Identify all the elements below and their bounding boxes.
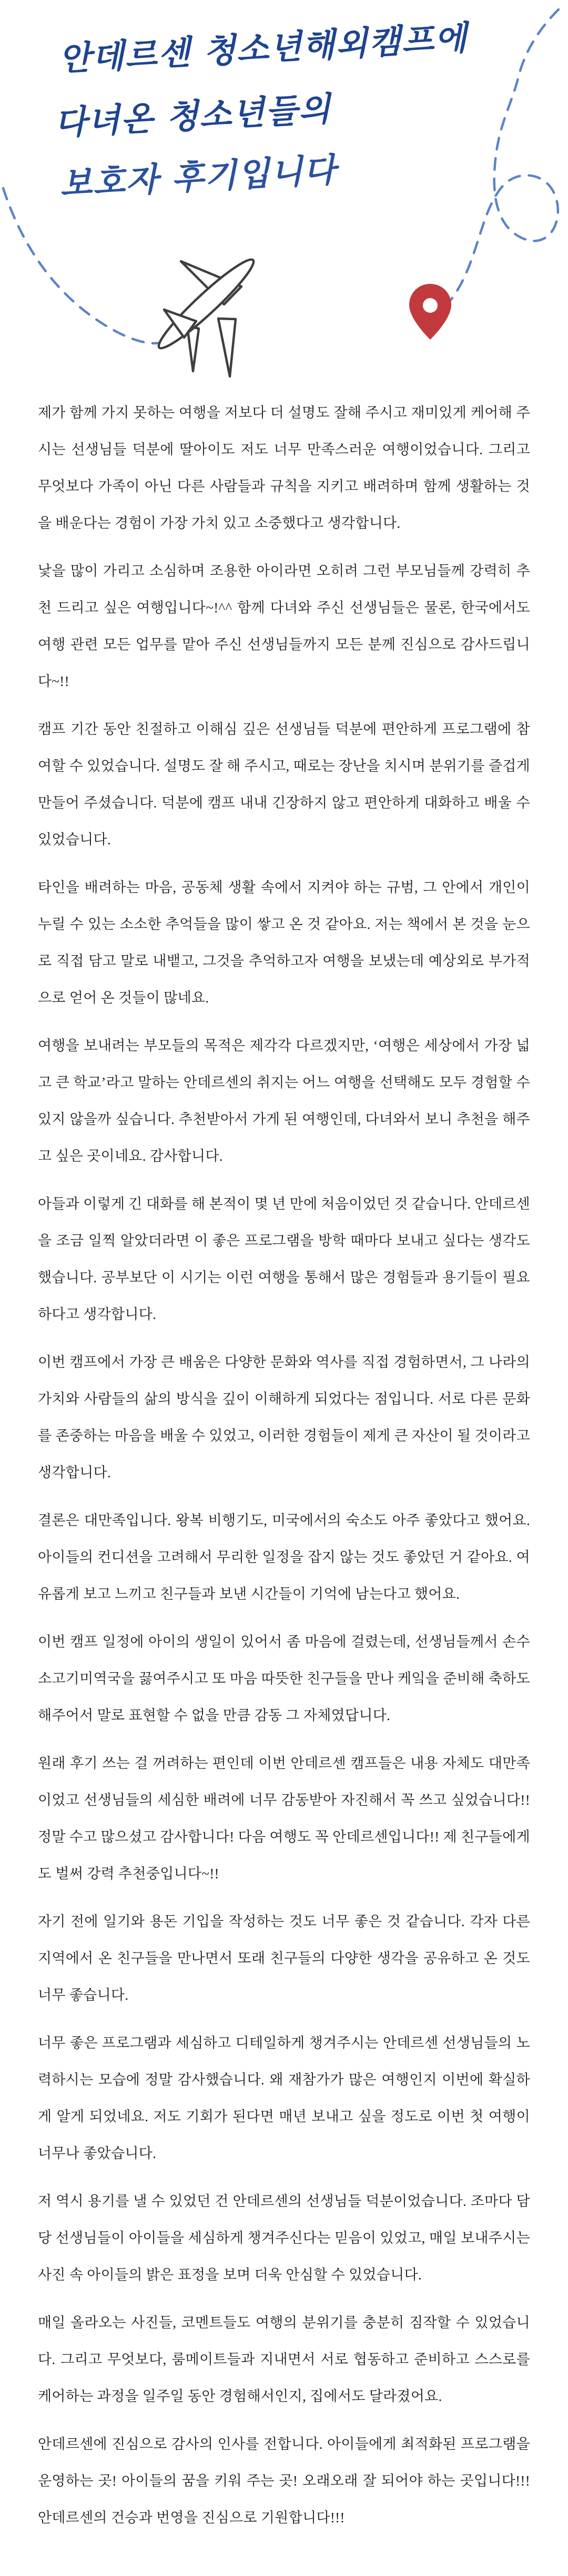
review-paragraph: 원래 후기 쓰는 걸 꺼려하는 편인데 이번 안데르센 캠프들은 내용 자체도 대만족이었고 선생님들의 세심한 배려에 너무 감동받아 자진해서 꼭 쓰고 싶었습니다!! 정말 수고 많으셨고 감사합니다! 다음 여행도 꼭 안데르센입니다!! 제 친구들에게도 벌써 강력 추천중입니다~!! [38, 1755, 530, 1882]
location-pin-icon [409, 284, 451, 340]
review-paragraph: 타인을 배려하는 마음, 공동체 생활 속에서 지켜야 하는 규범, 그 안에서 개인이 누릴 수 있는 소소한 추억들을 많이 쌓고 온 것 같아요. 저는 책에서 본 것을 눈으로 직접 담고 말로 내뱉고, 그것을 추억하고자 여행을 보냈는데 예상외로 부가적으로 얻어 온 것들이 많네요. [38, 880, 530, 1006]
review-paragraph: 매일 올라오는 사진들, 코멘트들도 여행의 분위기를 충분히 짐작할 수 있었습니다. 그리고 무엇보다, 룸메이트들과 지내면서 서로 협동하고 준비하고 스스로를 케어하는 과정을 일주일 동안 경험해서인지, 집에서도 달라졌어요. [38, 2315, 530, 2404]
page-title-line-3: 보호자 후기입니다 [58, 150, 338, 204]
review-paragraph: 자기 전에 일기와 용돈 기입을 작성하는 것도 너무 좋은 것 같습니다. 각자 다른 지역에서 온 친구들을 만나면서 또래 친구들의 다양한 생각을 공유하고 온 것도 너무 좋습니다. [38, 1914, 530, 2003]
review-paragraph: 캠프 기간 동안 친절하고 이해심 깊은 선생님들 덕분에 편안하게 프로그램에 참여할 수 있었습니다. 설명도 잘 해 주시고, 때로는 장난을 치시며 분위기를 즐겁게 만들어 주셨습니다. 덕분에 캠프 내내 긴장하지 않고 편안하게 대화하고 배울 수 있었습니다. [38, 721, 530, 847]
review-paragraph: 제가 함께 가지 못하는 여행을 저보다 더 설명도 잘해 주시고 재미있게 케어해 주시는 선생님들 덕분에 딸아이도 저도 너무 만족스러운 여행이었습니다. 그리고 무엇보다 가족이 아닌 다른 사람들과 규칙을 지키고 배려하며 함께 생활하는 것을 배운다는 경험이 가장 가치 있고 소중했다고 생각합니다. [38, 405, 530, 531]
page-title-line-1: 안데르센 청소년해외캠프에 [57, 18, 469, 79]
airplane-icon [153, 253, 260, 376]
review-paragraph: 저 역시 용기를 낼 수 있었던 건 안데르센의 선생님들 덕분이었습니다. 조마다 담당 선생님들이 아이들을 세심하게 챙겨주신다는 믿음이 있었고, 매일 보내주시는 사진 속 아이들의 밝은 표정을 보며 더욱 안심할 수 있었습니다. [38, 2193, 530, 2283]
review-paragraph: 안데르센에 진심으로 감사의 인사를 전합니다. 아이들에게 최적화된 프로그램을 운영하는 곳! 아이들의 꿈을 키워 주는 곳! 오래오래 잘 되어야 하는 곳입니다!!! 안데르센의 건승과 번영을 진심으로 기원합니다!!! [38, 2436, 530, 2526]
flight-path-left-icon [3, 188, 168, 343]
review-paragraph: 결론은 대만족입니다. 왕복 비행기도, 미국에서의 숙소도 아주 좋았다고 했어요. 아이들의 컨디션을 고려해서 무리한 일정을 잡지 않는 것도 좋았던 거 같아요. 여유롭게 보고 느끼고 친구들과 보낸 시간들이 기억에 남는다고 했어요. [38, 1512, 530, 1602]
review-paragraph: 아들과 이렇게 긴 대화를 해 본적이 몇 년 만에 처음이었던 것 같습니다. 안데르센을 조금 일찍 알았더라면 이 좋은 프로그램을 방학 때마다 보내고 싶다는 생각도 했습니다. 공부보단 이 시기는 이런 여행을 통해서 많은 경험들과 용기들이 필요하다고 생각합니다. [38, 1196, 530, 1322]
review-paragraph: 낯을 많이 가리고 소심하며 조용한 아이라면 오히려 그런 부모님들께 강력히 추천 드리고 싶은 여행입니다~!^^ 함께 다녀와 주신 선생님들은 물론, 한국에서도 여행 관련 모든 업무를 맡아 주신 선생님들까지 모든 분께 진심으로 감사드립니다~!! [38, 563, 530, 689]
review-paragraph: 여행을 보내려는 부모들의 목적은 제각각 다르겠지만, ‘여행은 세상에서 가장 넓고 큰 학교’라고 말하는 안데르센의 취지는 어느 여행을 선택해도 모두 경험할 수 있지 않을까 싶습니다. 추천받아서 가게 된 여행인데, 다녀와서 보니 추천을 해주고 싶은 곳이네요. 감사합니다. [38, 1038, 530, 1164]
hero-section [0, 0, 568, 389]
review-paragraph: 이번 캠프 일정에 아이의 생일이 있어서 좀 마음에 걸렸는데, 선생님들께서 손수 소고기미역국을 끓여주시고 또 마음 따뜻한 친구들을 만나 케잌을 준비해 축하도 해주어서 말로 표현할 수 없을 만큼 감동 그 자체였답니다. [38, 1634, 530, 1723]
review-paragraph: 너무 좋은 프로그램과 세심하고 디테일하게 챙겨주시는 안데르센 선생님들의 노력하시는 모습에 정말 감사했습니다. 왜 재참가가 많은 여행인지 이번에 확실하게 알게 되었네요. 저도 기회가 된다면 매년 보내고 싶을 정도로 이번 첫 여행이 너무나 좋았습니다. [38, 2035, 530, 2161]
page-title-line-2: 다녀온 청소년들의 [53, 89, 332, 143]
review-list [0, 389, 568, 2536]
review-paragraph: 이번 캠프에서 가장 큰 배움은 다양한 문화와 역사를 직접 경험하면서, 그 나라의 가치와 사람들의 삶의 방식을 깊이 이해하게 되었다는 점입니다. 서로 다른 문화를 존중하는 마음을 배울 수 있었고, 이러한 경험들이 제게 큰 자산이 될 것이라고 생각합니다. [38, 1354, 530, 1480]
